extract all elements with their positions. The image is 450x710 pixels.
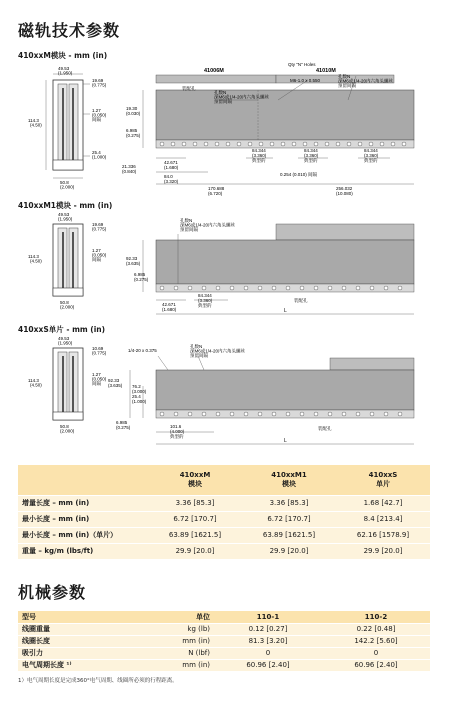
dim-text: (3.360) [198, 298, 213, 303]
dim-text: (4.50) [30, 382, 42, 388]
table-row [18, 659, 430, 671]
cell: 0.12 [0.27] [214, 623, 322, 635]
note-text: 预留间隔 [190, 353, 208, 358]
spec-table-header [18, 465, 430, 495]
cell: 60.96 [2.40] [322, 659, 430, 671]
dim-text: (6.720) [208, 191, 223, 196]
unit-cell: kg (lb) [108, 623, 214, 635]
dim-text: (4.50) [30, 122, 42, 128]
profile-view-410xxs [28, 336, 107, 434]
dim-text: 间隔 [92, 257, 101, 262]
cell: 0 [214, 647, 322, 659]
note-text: 预留间隔 [180, 227, 198, 232]
dim-text: 10.69 [92, 346, 104, 351]
dim-text: 1.27 [92, 108, 101, 113]
dim-text: 典型的 [252, 158, 266, 163]
note-text: 装配孔 [182, 86, 196, 91]
dim-text: 50.8 [60, 180, 69, 185]
dim-text: (0.030) [126, 111, 141, 116]
header-blank [18, 465, 148, 495]
side-view-410xxm [122, 62, 414, 196]
label-41010m: 41010M [316, 68, 336, 74]
cell: 60.96 [2.40] [214, 659, 322, 671]
dim-text: (0.275) [116, 425, 131, 430]
dim-text: 49.53 [58, 212, 70, 217]
dim-text: 84.344 [198, 293, 212, 298]
dim-text: (2.000) [60, 184, 75, 190]
drawing-410xxs [18, 334, 438, 450]
label-41006m: 41006M [204, 68, 224, 74]
dim-text: (1.950) [58, 216, 73, 222]
dim-text: L [284, 438, 287, 444]
dim-text: 42.671 [164, 160, 178, 165]
cell: 62.16 [1578.9] [336, 527, 430, 543]
dim-text: (2.000) [60, 304, 75, 310]
table-row [18, 495, 430, 511]
note-text: 深M6或1/4-20内六角头螺丝 [190, 348, 246, 354]
dim-text: (0.775) [92, 350, 107, 356]
dim-text: 1.27 [92, 248, 101, 253]
row-label: 线圈重量 [18, 623, 108, 635]
table-row [18, 511, 430, 527]
cell: 0.22 [0.48] [322, 623, 430, 635]
dim-text: (0.775) [92, 226, 107, 232]
cell: 29.9 [20.0] [242, 543, 336, 559]
dim-text: (0.275) [126, 133, 141, 138]
cell: 29.9 [20.0] [148, 543, 242, 559]
cell: 63.89 [1621.5] [242, 527, 336, 543]
row-label: 重量 – kg/m (lbs/ft) [18, 543, 148, 559]
dim-text: (4.000) [170, 429, 185, 434]
cell: 0 [322, 647, 430, 659]
table-row [18, 543, 430, 559]
cell: 63.89 [1621.5] [148, 527, 242, 543]
dim-text: 典型的 [304, 158, 318, 163]
dim-text: (1.680) [162, 307, 177, 312]
row-label: 电气周期长度 ¹⁾ [18, 659, 108, 671]
mech-table [18, 611, 430, 671]
note-text: 孔数N [180, 218, 193, 223]
header-410xxs: 410xxS 单片 [336, 465, 430, 495]
drawing-410xxm [18, 60, 438, 200]
header-model: 型号 [18, 611, 108, 623]
dim-text: 50.8 [60, 424, 69, 429]
note-text: 装配孔 [318, 426, 332, 431]
dim-text: (1.950) [58, 340, 73, 346]
dim-text: (0.050) [92, 376, 107, 382]
dim-text: 6.985 [126, 128, 138, 133]
cell: 3.36 [85.3] [148, 495, 242, 511]
note-text: 深M6或1/4-20内六角头螺丝 [214, 94, 270, 100]
unit-cell: mm (in) [108, 635, 214, 647]
dim-text: (1.680) [164, 165, 179, 170]
cell: 8.4 [213.4] [336, 511, 430, 527]
section-title-410xxs: 410xxS单片 - mm (in) [18, 325, 106, 334]
dim-text: 49.53 [58, 336, 70, 341]
dim-text: 76.2 [132, 384, 141, 389]
dim-text: 92.33 [108, 378, 120, 383]
header-410xxm1: 410xxM1 模块 [242, 465, 336, 495]
note-text: 孔数N [214, 90, 227, 95]
dim-text: 19.30 [126, 106, 138, 111]
dim-text: 25.4 [132, 394, 141, 399]
table-row [18, 623, 430, 635]
dim-text: 50.8 [60, 300, 69, 305]
dim-text: 6.985 [134, 272, 146, 277]
profile-view-410xxm [28, 66, 107, 190]
dim-text: 典型的 [198, 303, 212, 308]
dim-text: (1.000) [92, 154, 107, 160]
cell: 1.68 [42.7] [336, 495, 430, 511]
dim-text: 92.33 [126, 256, 138, 261]
note-text: 预留间隔 [338, 83, 356, 88]
dim-text: 84.344 [252, 148, 266, 153]
dim-text: (0.050) [92, 112, 107, 118]
table-row [18, 527, 430, 543]
header-110-2: 110-2 [322, 611, 430, 623]
dim-text: 114.3 [28, 378, 39, 383]
dim-text: 42.671 [162, 302, 176, 307]
dim-text: 101.6 [170, 424, 182, 429]
dim-text: 170.688 [208, 186, 225, 191]
dim-text: (0.775) [92, 82, 107, 88]
dim-text: (3.320) [164, 179, 179, 184]
header-110-1: 110-1 [214, 611, 322, 623]
row-label: 吸引力 [18, 647, 108, 659]
row-label: 最小长度 – mm (in) [18, 511, 148, 527]
dim-text: L [284, 308, 287, 314]
dim-text: (3.635) [126, 261, 141, 266]
row-label: 最小长度 – mm (in)（单片） [18, 527, 148, 543]
drawing-410xxm1 [18, 210, 438, 320]
dim-text: 84.344 [364, 148, 378, 153]
note-text: 孔数N [338, 74, 351, 79]
header-410xxm: 410xxM 模块 [148, 465, 242, 495]
dim-text: 114.3 [28, 118, 39, 123]
dim-text: 21.336 [122, 164, 136, 169]
table-row [18, 647, 430, 659]
side-view-410xxs [108, 343, 414, 444]
dim-text: (3.360) [364, 153, 379, 158]
dim-text: (2.000) [60, 428, 75, 434]
row-label: 增量长度 – mm (in) [18, 495, 148, 511]
table-row [18, 635, 430, 647]
side-view-410xxm1 [126, 217, 414, 314]
cell: 3.36 [85.3] [242, 495, 336, 511]
dim-text: 1.27 [92, 372, 101, 377]
header-unit: 单位 [108, 611, 214, 623]
dim-text: 间隔 [92, 117, 101, 122]
mech-table-header [18, 611, 430, 623]
page-title: 磁轨技术参数 [18, 21, 121, 40]
cell: 81.3 [3.20] [214, 635, 322, 647]
unit-cell: N (lbf) [108, 647, 214, 659]
cell: 142.2 [5.60] [322, 635, 430, 647]
dim-text: 0.254 (0.010) 间隔 [280, 172, 318, 177]
dim-text: (3.000) [132, 389, 147, 394]
note-text: 1/4-20 x 0.375 [128, 348, 157, 353]
dim-text: 84.344 [304, 148, 318, 153]
dim-text: 典型的 [364, 158, 378, 163]
dim-text: (0.050) [92, 252, 107, 258]
section-title-410xxm: 410xxM模块 - mm (in) [18, 51, 108, 60]
dim-text: 19.69 [92, 78, 104, 83]
note-text: M6-1.0 x 0.550 [290, 78, 321, 83]
section-title-410xxm1: 410xxM1模块 - mm (in) [18, 201, 113, 210]
dim-text: 19.69 [92, 222, 104, 227]
cell: 6.72 [170.7] [242, 511, 336, 527]
dim-text: 6.985 [116, 420, 128, 425]
dim-text: (1.950) [58, 70, 73, 76]
profile-view-410xxm1 [28, 212, 107, 310]
dim-text: 25.4 [92, 150, 101, 155]
cell: 29.9 [20.0] [336, 543, 430, 559]
note-text: 预留间隔 [214, 99, 232, 104]
dim-text: (3.635) [108, 383, 123, 388]
dim-text: 114.3 [28, 254, 39, 259]
dim-text: (0.840) [122, 169, 137, 174]
mech-section-title: 机械参数 [18, 583, 87, 602]
row-label: 线圈长度 [18, 635, 108, 647]
note-text: Qty "N" Holes [288, 62, 316, 67]
cell: 6.72 [170.7] [148, 511, 242, 527]
dim-text: (3.360) [304, 153, 319, 158]
spec-table [18, 465, 430, 559]
dim-text: 间隔 [92, 381, 101, 386]
dim-text: (3.360) [252, 153, 267, 158]
note-text: 孔数N [190, 344, 203, 349]
dim-text: 84.0 [164, 174, 173, 179]
dim-text: 典型的 [170, 434, 184, 439]
dim-text: 49.53 [58, 66, 70, 71]
dim-text: 256.032 [336, 186, 353, 191]
note-text: 深M6或1/4-20内六角头螺丝 [338, 78, 394, 84]
dim-text: (0.275) [134, 277, 149, 282]
dim-text: (4.50) [30, 258, 42, 264]
note-text: 深M6或1/4-20内六角头螺丝 [180, 222, 236, 228]
footnote: 1）电气周期长度是完成360°电气周期、线圈所必须的行程距离。 [18, 678, 178, 684]
note-text: 装配孔 [294, 298, 308, 303]
dim-text: (10.080) [336, 191, 353, 196]
dim-text: (1.000) [132, 399, 147, 404]
unit-cell: mm (in) [108, 659, 214, 671]
